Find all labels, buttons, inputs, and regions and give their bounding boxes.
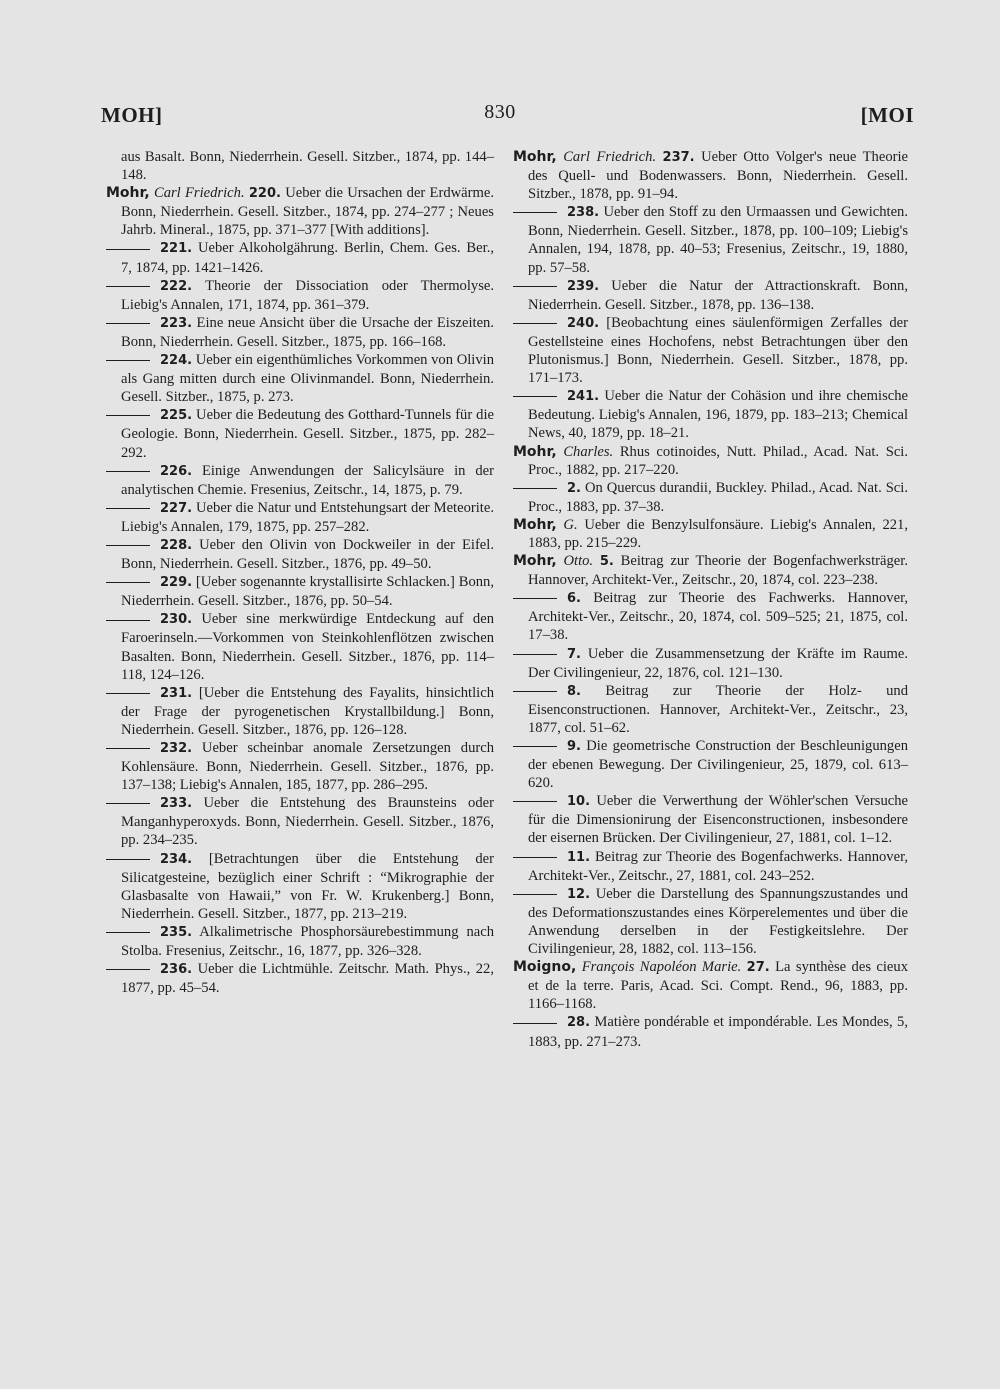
bibliography-entry bbox=[513, 1013, 908, 1050]
entry-text: Theorie der Dissociation oder Thermolyse. Liebig's Annalen, 171, 1874, pp. 361–379. bbox=[121, 277, 495, 313]
entry-text: Ueber die Entstehung des Braunsteins oder Manganhyperoxyds. Bonn, Niederrhein. Gesell. Sitzber., 1876, pp. 234–235. bbox=[121, 795, 494, 849]
entry-number: 28. bbox=[567, 1015, 591, 1031]
entry-author: Mohr, bbox=[513, 443, 557, 460]
bibliography-entry bbox=[513, 387, 908, 442]
entry-text: Beitrag zur Theorie des Bogenfachwerks. Hannover, Architekt-Ver., Zeitschr., 27, 1881, col. 243–252. bbox=[528, 848, 908, 884]
entry-text: Ueber die Verwerthung der Wöhler'schen Versuche für die Dimensionirung der Eisenconstructionen, insbesondere der eisernen Brücken. Der Civilingenieur, 27, 1881, col. 1–12. bbox=[528, 793, 908, 847]
ditto-rule bbox=[513, 212, 557, 213]
entry-text: Die geometrische Construction der Beschleunigungen der ebenen Bewegung. Der Civilingenieur, 25, 1879, col. 613–620. bbox=[528, 738, 908, 792]
bibliography-entry bbox=[106, 684, 494, 739]
entry-number: 220. bbox=[248, 186, 281, 202]
entry-number: 224. bbox=[160, 353, 193, 369]
entry-number: 226. bbox=[160, 463, 193, 479]
bibliography-entry bbox=[106, 462, 494, 499]
bibliography-entry bbox=[513, 148, 908, 203]
entry-number: 234. bbox=[160, 851, 193, 867]
right-column bbox=[513, 148, 908, 1051]
entry-number: 235. bbox=[160, 924, 193, 940]
entry-number: 238. bbox=[567, 205, 600, 221]
entry-text: Beitrag zur Theorie des Fachwerks. Hannover, Architekt-Ver., Zeitschr., 20, 1874, col. 509–525; 21, 1875, col. 17–38. bbox=[528, 590, 908, 644]
entry-text: Alkalimetrische Phosphorsäurebestimmung nach Stolba. Fresenius, Zeitschr., 16, 1877, pp. 326–328. bbox=[121, 923, 494, 960]
entry-author: Mohr, bbox=[106, 185, 150, 202]
bibliography-entry bbox=[513, 645, 908, 682]
entry-number: 11. bbox=[567, 849, 591, 865]
entry-text: Ueber die Natur der Cohäsion und ihre chemische Bedeutung. Liebig's Annalen, 196, 1879, pp. 183–213; Chemical News, 40, 1879, pp. 18–21. bbox=[528, 388, 908, 442]
entry-text: Ueber ein eigenthümliches Vorkommen von Olivin als Gang mitten durch eine Olivinmandel. Bonn, Niederrhein. Gesell. Sitzber., 1875, p. 273. bbox=[121, 352, 494, 406]
ditto-rule bbox=[106, 249, 150, 250]
ditto-rule bbox=[513, 857, 557, 858]
entry-number: 236. bbox=[160, 962, 193, 978]
bibliography-entry bbox=[106, 610, 494, 683]
bibliography-entry bbox=[106, 148, 494, 184]
bibliography-entry bbox=[106, 239, 494, 276]
entry-text: Ueber die Natur und Entstehungsart der Meteorite. Liebig's Annalen, 179, 1875, pp. 257–282. bbox=[121, 499, 494, 535]
entry-number: 2. bbox=[567, 480, 581, 496]
entry-number: 239. bbox=[567, 278, 600, 294]
entry-number: 221. bbox=[160, 241, 193, 257]
ditto-rule bbox=[106, 286, 150, 287]
bibliography-entry bbox=[513, 848, 908, 885]
ditto-rule bbox=[106, 932, 150, 933]
bibliography-entry bbox=[106, 314, 494, 351]
entry-number: 223. bbox=[160, 315, 193, 331]
ditto-rule bbox=[106, 803, 150, 804]
entry-number: 227. bbox=[160, 500, 193, 516]
entry-number: 231. bbox=[160, 685, 193, 701]
ditto-rule bbox=[513, 746, 557, 747]
entry-number: 237. bbox=[662, 150, 695, 165]
ditto-rule bbox=[513, 691, 557, 692]
running-head-right: [MOI bbox=[860, 103, 914, 127]
ditto-rule bbox=[106, 415, 150, 416]
entry-number: 241. bbox=[567, 389, 600, 405]
entry-number: 233. bbox=[160, 796, 193, 812]
bibliography-entry bbox=[106, 739, 494, 794]
entry-text: Ueber die Benzylsulfonsäure. Liebig's Annalen, 221, 1883, pp. 215–229. bbox=[528, 516, 908, 551]
entry-text: Ueber den Olivin von Dockweiler in der Eifel. Bonn, Niederrhein. Gesell. Sitzber., 1876, pp. 49–50. bbox=[121, 536, 494, 573]
entry-author-given-name: Carl Friedrich. bbox=[563, 149, 657, 165]
entry-number: 27. bbox=[746, 960, 770, 976]
ditto-rule bbox=[513, 1023, 557, 1024]
ditto-rule bbox=[513, 396, 557, 397]
bibliography-entry bbox=[513, 516, 908, 552]
ditto-rule bbox=[106, 471, 150, 472]
ditto-rule bbox=[106, 508, 150, 509]
bibliography-entry bbox=[513, 443, 908, 479]
ditto-rule bbox=[513, 654, 557, 655]
ditto-rule bbox=[106, 545, 150, 546]
entry-number: 222. bbox=[160, 278, 193, 294]
entry-author: Moigno, bbox=[513, 959, 577, 976]
entry-text: Ueber Otto Volger's neue Theorie des Quell- und Bodenwassers. Bonn, Niederrhein. Gesell. Sitzber., 1878, pp. 91–94. bbox=[528, 149, 909, 203]
entry-number: 9. bbox=[567, 739, 581, 754]
bibliography-entry bbox=[513, 203, 908, 276]
entry-text: Ueber die Zusammensetzung der Kräfte im Raume. Der Civilingenieur, 22, 1876, col. 121–130. bbox=[528, 645, 909, 681]
bibliography-entry bbox=[513, 737, 908, 792]
entry-number: 12. bbox=[567, 886, 591, 902]
entry-number: 232. bbox=[160, 741, 193, 756]
bibliography-entry bbox=[513, 479, 908, 516]
bibliography-entry bbox=[513, 552, 908, 589]
bibliography-entry bbox=[106, 960, 494, 997]
bibliography-entry bbox=[106, 351, 494, 406]
ditto-rule bbox=[106, 693, 150, 694]
bibliography-entry bbox=[513, 885, 908, 958]
entry-text: Beitrag zur Theorie der Bogenfachwerksträger. Hannover, Architekt-Ver., Zeitschr., 20, 1874, col. 223–238. bbox=[528, 553, 908, 589]
ditto-rule bbox=[513, 323, 557, 324]
bibliography-entry bbox=[513, 589, 908, 644]
bibliography-entry bbox=[513, 958, 908, 1013]
bibliography-entry bbox=[106, 923, 494, 960]
entry-number: 8. bbox=[567, 683, 581, 699]
entry-author-given-name: Carl Friedrich. bbox=[153, 185, 245, 202]
bibliography-entry bbox=[106, 499, 494, 536]
entry-number: 225. bbox=[160, 408, 193, 424]
bibliography-entry bbox=[106, 850, 494, 923]
left-column bbox=[106, 148, 494, 997]
entry-number: 229. bbox=[160, 575, 193, 591]
ditto-rule bbox=[106, 323, 150, 324]
bibliography-entry bbox=[106, 406, 494, 461]
ditto-rule bbox=[106, 969, 150, 970]
entry-text: Einige Anwendungen der Salicylsäure in der analytischen Chemie. Fresenius, Zeitschr., 14, 1875, p. 79. bbox=[121, 462, 494, 498]
bibliography-entry bbox=[106, 573, 494, 610]
page-number: 830 bbox=[484, 101, 516, 123]
entry-text: Ueber den Stoff zu den Urmaassen und Gewichten. Bonn, Niederrhein. Gesell. Sitzber., 1878, pp. 100–109; Liebig's Annalen, 194, 1878, pp. 40–53; Fresenius, Zeitschr., 19, 1880, pp. 57–58. bbox=[528, 204, 908, 276]
ditto-rule bbox=[513, 598, 557, 599]
entry-author-given-name: Charles. bbox=[563, 443, 614, 460]
ditto-rule bbox=[513, 488, 557, 489]
entry-text: aus Basalt. Bonn, Niederrhein. Gesell. Sitzber., 1874, pp. 144–148. bbox=[121, 149, 494, 184]
entry-number: 240. bbox=[567, 315, 600, 331]
bibliography-entry bbox=[513, 792, 908, 847]
entry-text: La synthèse des cieux et de la terre. Paris, Acad. Sci. Compt. Rend., 96, 1883, pp. 1166–1168. bbox=[528, 959, 908, 1013]
entry-number: 228. bbox=[160, 537, 193, 553]
entry-text: Ueber die Darstellung des Spannungszustandes und des Deformationszustandes eines Körperelementes und über die Anwendung derselben in der Festigkeitslehre. Der Civilingenieur, 28, 1882, col. 113–156. bbox=[528, 885, 908, 958]
ditto-rule bbox=[513, 801, 557, 802]
entry-author: Mohr, bbox=[513, 553, 557, 570]
ditto-rule bbox=[513, 894, 557, 895]
entry-author-given-name: Otto. bbox=[563, 553, 594, 570]
entry-text: [Betrachtungen über die Entstehung der Silicatgesteine, bezüglich einer Schrift : “Mikrographie der Glasbasalte von Hawaii,” von Fr. W. Krukenberg.] Bonn, Niederrhein. Gesell. Sitzber., 1877, pp. 213–219. bbox=[121, 850, 494, 922]
entry-text: [Ueber die Entstehung des Fayalits, hinsichtlich der Frage der pyrogenetischen Krystallbildung.] Bonn, Niederrhein. Gesell. Sitzber., 1876, pp. 126–128. bbox=[121, 684, 494, 738]
ditto-rule bbox=[106, 748, 150, 749]
bibliography-entry bbox=[106, 184, 494, 239]
ditto-rule bbox=[106, 582, 150, 583]
entry-text: [Beobachtung eines säulenförmigen Zerfalles der Gestellsteine eines Hochofens, nebst Betrachtungen über den Plutonismus.] Bonn, Niederrhein. Gesell. Sitzber., 1878, pp. 171–173. bbox=[528, 314, 908, 387]
entry-text: Beitrag zur Theorie der Holz- und Eisenconstructionen. Hannover, Architekt-Ver., Zeitschr., 23, 1877, col. 51–62. bbox=[528, 682, 908, 736]
entry-text: Rhus cotinoides, Nutt. Philad., Acad. Nat. Sci. Proc., 1882, pp. 217–220. bbox=[528, 443, 908, 478]
entry-text: Ueber sine merkwürdige Entdeckung auf den Faroerinseln.—Vorkommen von Steinkohlenflötzen zwischen Basalten. Bonn, Niederrhein. Gesell. Sitzber., 1876, pp. 114–118, 124–126. bbox=[121, 611, 494, 683]
entry-text: Ueber Alkoholgährung. Berlin, Chem. Ges. Ber., 7, 1874, pp. 1421–1426. bbox=[121, 240, 494, 276]
entry-author: Mohr, bbox=[513, 149, 557, 165]
entry-text: On Quercus durandii, Buckley. Philad., Acad. Nat. Sci. Proc., 1883, pp. 37–38. bbox=[528, 479, 908, 515]
entry-number: 5. bbox=[599, 554, 614, 570]
entry-number: 7. bbox=[567, 646, 581, 662]
bibliography-entry bbox=[106, 536, 494, 573]
entry-text: Matière pondérable et impondérable. Les Mondes, 5, 1883, pp. 271–273. bbox=[528, 1014, 908, 1050]
entry-number: 10. bbox=[567, 794, 591, 810]
bibliography-entry bbox=[513, 682, 908, 737]
ditto-rule bbox=[106, 360, 150, 361]
bibliography-entry bbox=[106, 794, 494, 849]
entry-text: Ueber scheinbar anomale Zersetzungen durch Kohlensäure. Bonn, Niederrhein. Gesell. Sitzber., 1876, pp. 137–138; Liebig's Annalen, 185, 1877, pp. 286–295. bbox=[121, 740, 494, 794]
entry-text: [Ueber sogenannte krystallisirte Schlacken.] Bonn, Niederrhein. Gesell. Sitzber., 1876, pp. 50–54. bbox=[121, 574, 494, 610]
entry-text: Ueber die Natur der Attractionskraft. Bonn, Niederrhein. Gesell. Sitzber., 1878, pp. 136–138. bbox=[528, 277, 909, 313]
entry-author-given-name: G. bbox=[563, 516, 578, 533]
entry-text: Ueber die Bedeutung des Gotthard-Tunnels für die Geologie. Bonn, Niederrhein. Gesell. Sitzber., 1875, pp. 282–292. bbox=[121, 407, 494, 461]
ditto-rule bbox=[106, 859, 150, 860]
entry-text: Ueber die Ursachen der Erdwärme. Bonn, Niederrhein. Gesell. Sitzber., 1874, pp. 274–277 ; Neues Jahrb. Mineral., 1875, pp. 371–377 [With additions]. bbox=[121, 185, 494, 239]
entry-text: Eine neue Ansicht über die Ursache der Eiszeiten. Bonn, Niederrhein. Gesell. Sitzber., 1875, pp. 166–168. bbox=[121, 314, 494, 350]
bibliography-entry bbox=[513, 277, 908, 314]
entry-number: 230. bbox=[160, 612, 193, 628]
bibliography-entry bbox=[513, 314, 908, 387]
ditto-rule bbox=[106, 620, 150, 621]
entry-text: Ueber die Lichtmühle. Zeitschr. Math. Phys., 22, 1877, pp. 45–54. bbox=[121, 961, 494, 997]
entry-author: Mohr, bbox=[513, 516, 557, 533]
entry-number: 6. bbox=[567, 591, 581, 607]
ditto-rule bbox=[513, 286, 557, 287]
running-head-left: MOH] bbox=[101, 103, 163, 127]
entry-author-given-name: François Napoléon Marie. bbox=[581, 959, 742, 976]
bibliography-entry bbox=[106, 277, 494, 314]
